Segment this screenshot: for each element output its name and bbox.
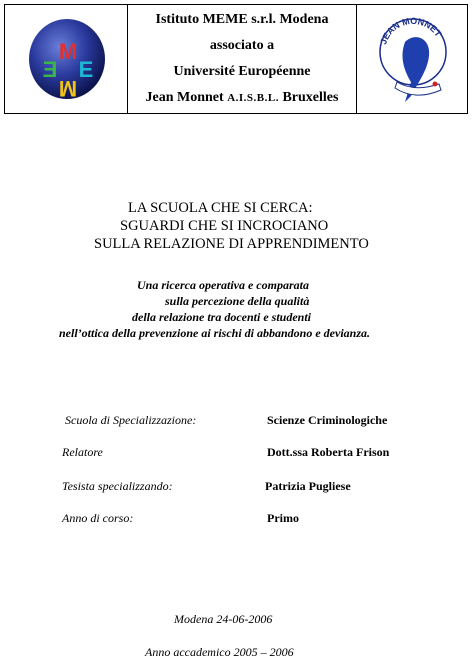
field-label-year: Anno di corso: bbox=[62, 511, 134, 525]
place-date: Modena 24-06-2006 bbox=[174, 612, 273, 626]
jean-monnet-logo-text: JEAN MONNET bbox=[378, 15, 444, 46]
title-line-3: SULLA RELAZIONE DI APPRENDIMENTO bbox=[94, 236, 369, 252]
subtitle-line-4: nell’ottica della prevenzione ai rischi di abbandono e devianza. bbox=[59, 326, 370, 340]
jean-monnet-logo-cell bbox=[357, 5, 467, 113]
academic-year: Anno accademico 2005 – 2006 bbox=[145, 645, 294, 659]
logo-letter-e-right: E bbox=[78, 57, 94, 82]
field-label-candidate: Tesista specializzando: bbox=[62, 479, 173, 493]
field-label-school: Scuola di Specializzazione: bbox=[65, 413, 197, 427]
associated-label: associato a bbox=[209, 38, 275, 53]
header-institution-cell bbox=[128, 5, 357, 113]
jean-monnet-name: Jean Monnet bbox=[145, 90, 224, 105]
field-value-school: Scienze Criminologiche bbox=[267, 413, 388, 427]
title-line-2: SGUARDI CHE SI INCROCIANO bbox=[120, 218, 329, 234]
jean-monnet-logo-icon bbox=[375, 12, 453, 108]
logo-letter-m-top: M bbox=[58, 39, 78, 64]
city-name: Bruxelles bbox=[282, 90, 339, 105]
subtitle-line-2: sulla percezione della qualità bbox=[165, 294, 310, 308]
logo-letter-e-left: E bbox=[42, 57, 58, 82]
meme-logo-cell bbox=[5, 5, 128, 113]
university-name: Université Européenne bbox=[173, 64, 311, 79]
subtitle-line-1: Una ricerca operativa e comparata bbox=[137, 278, 309, 292]
header-table bbox=[4, 4, 468, 114]
field-value-candidate: Patrizia Pugliese bbox=[265, 479, 351, 493]
field-value-supervisor: Dott.ssa Roberta Frison bbox=[267, 445, 390, 459]
subtitle-line-3: della relazione tra docenti e studenti bbox=[132, 310, 311, 324]
meme-logo-icon bbox=[28, 17, 106, 101]
institute-name: Istituto MEME s.r.l. Modena bbox=[155, 12, 329, 27]
title-line-1: LA SCUOLA CHE SI CERCA: bbox=[128, 200, 313, 216]
field-value-year: Primo bbox=[267, 511, 299, 525]
jean-monnet-line bbox=[146, 90, 339, 106]
logo-letter-m-bottom: M bbox=[58, 76, 78, 101]
field-label-supervisor: Relatore bbox=[62, 445, 103, 459]
aisbl-label: A.I.S.B.L. bbox=[227, 92, 279, 104]
